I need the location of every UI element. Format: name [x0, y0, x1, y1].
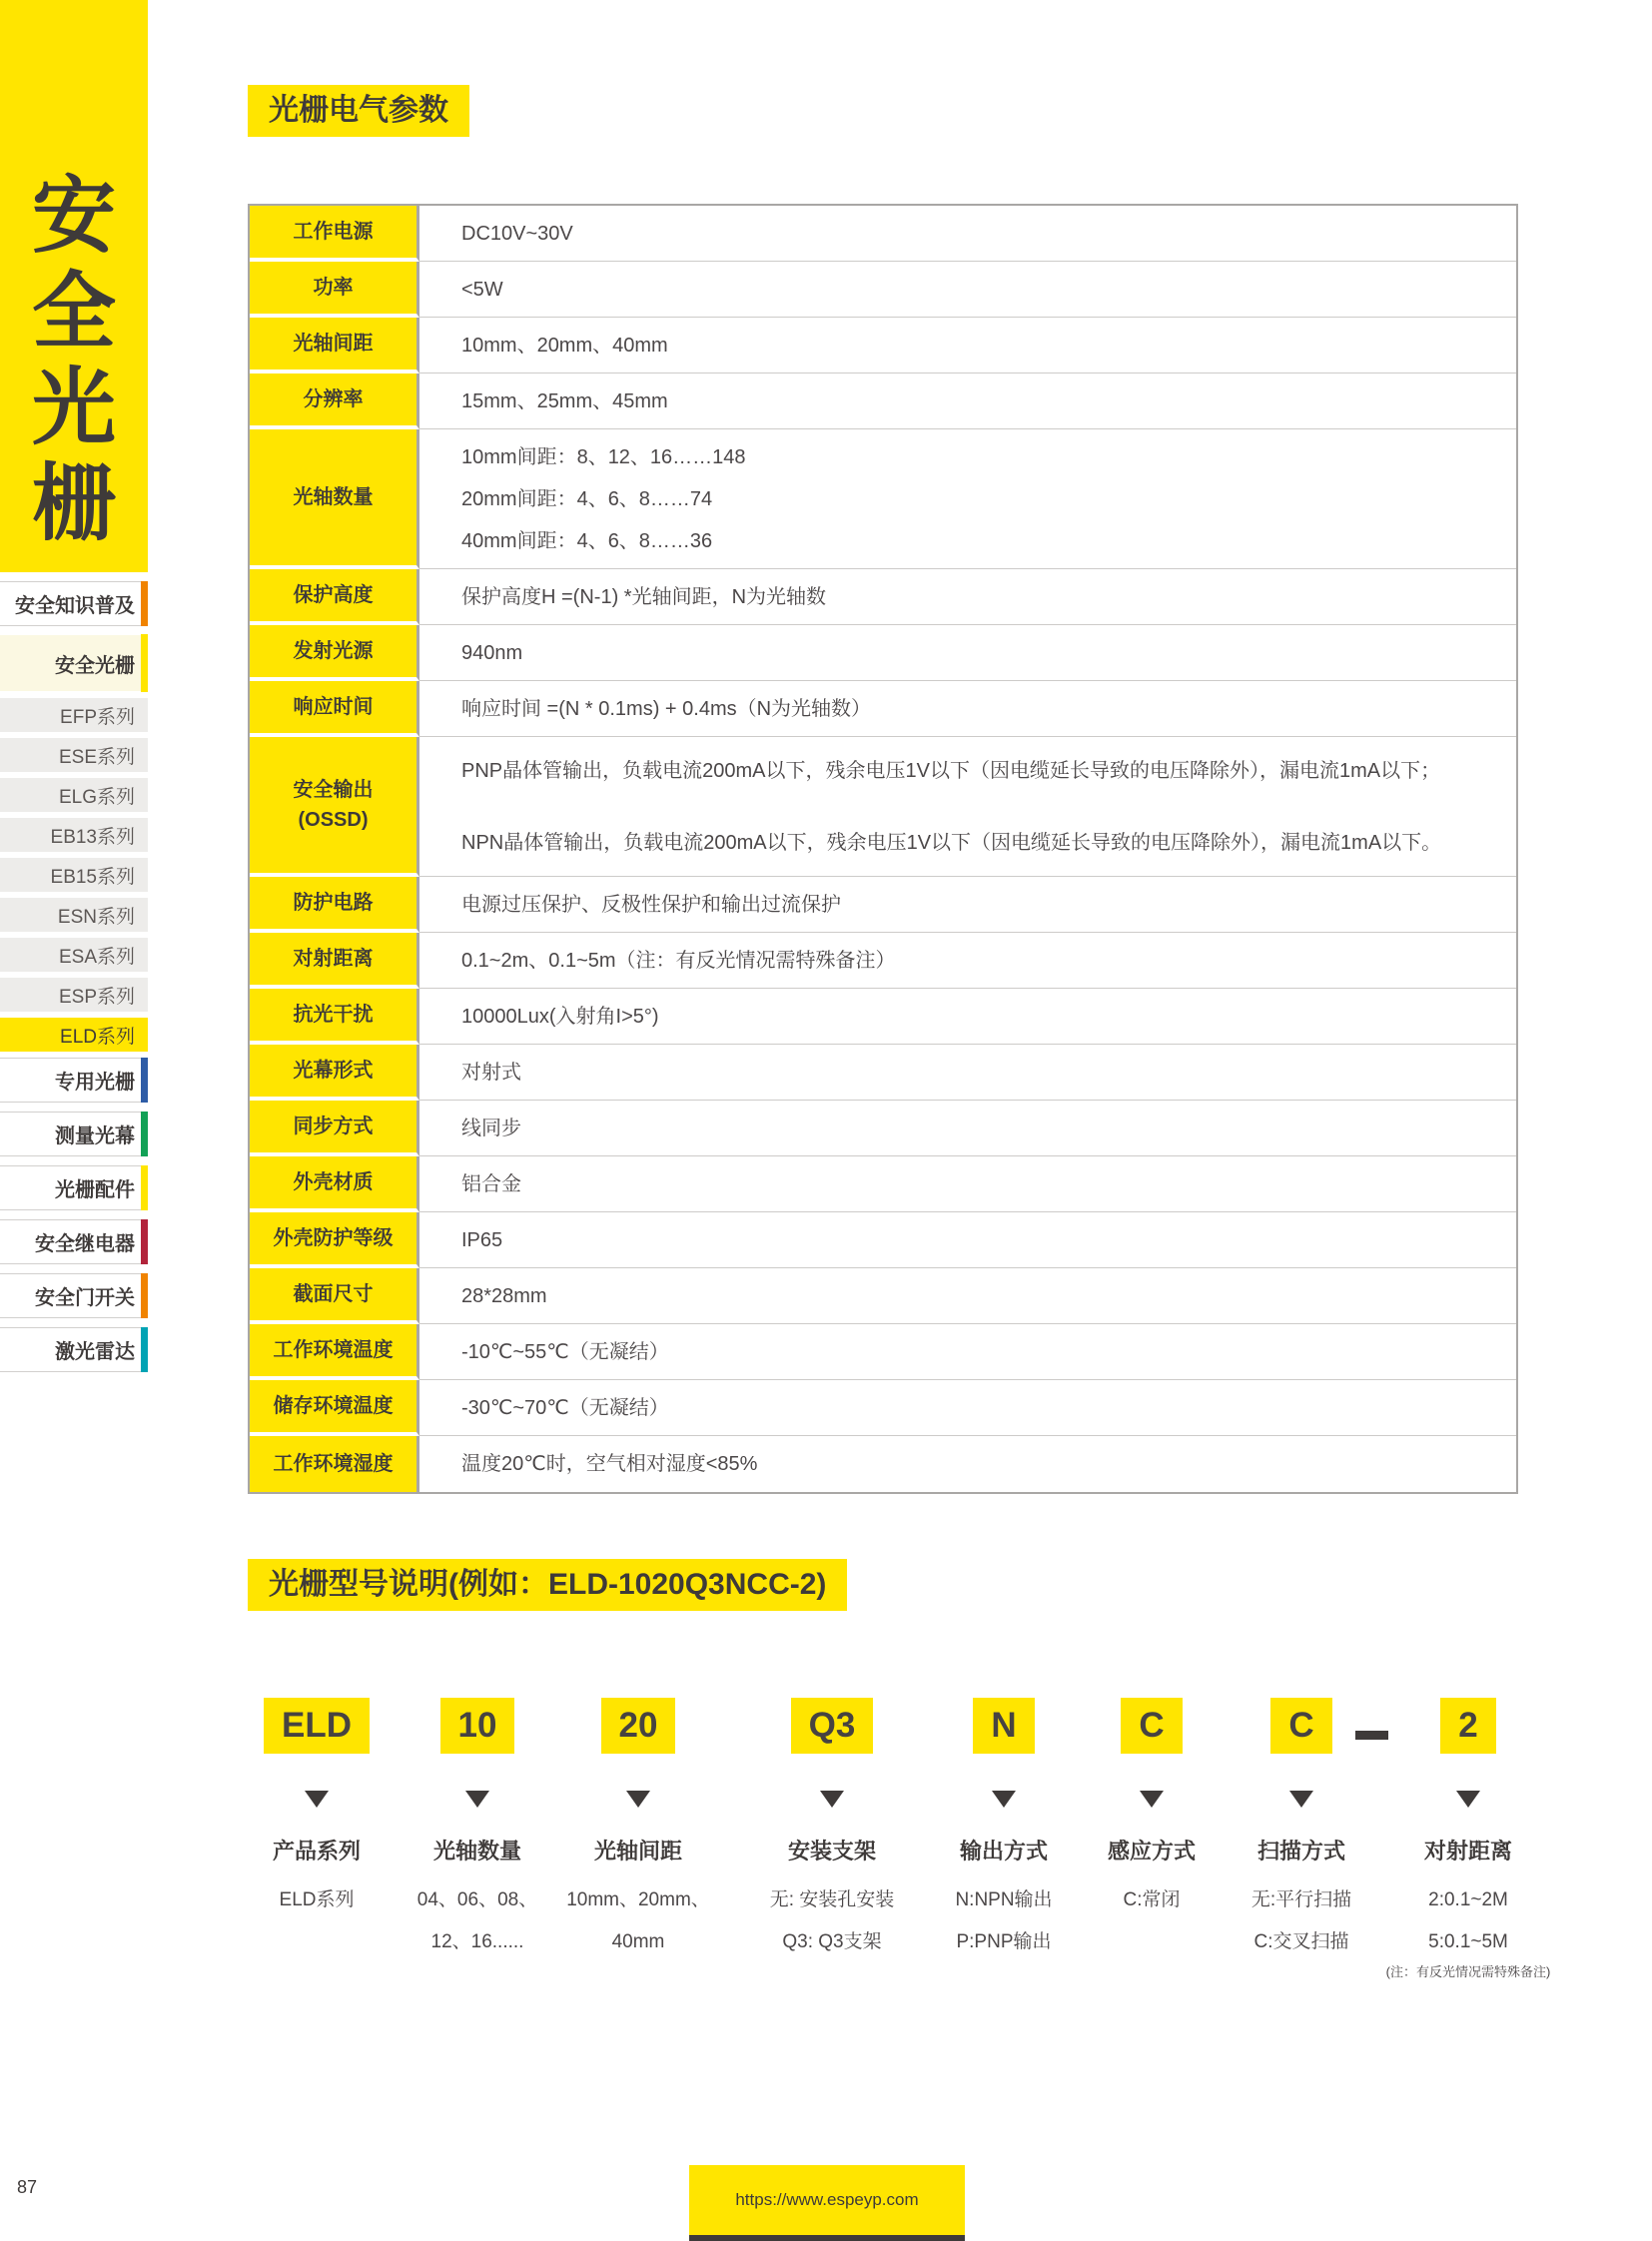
sidebar-item-EB13系列[interactable] [0, 818, 148, 852]
model-code-box: C [1121, 1698, 1182, 1754]
row-value: 电源过压保护、反极性保护和输出过流保护 [419, 877, 1516, 933]
section-title-model-explanation: 光栅型号说明(例如：ELD-1020Q3NCC-2) [248, 1559, 847, 1611]
row-value: 对射式 [419, 1045, 1516, 1101]
model-col-对射距离 [1358, 1698, 1578, 1981]
sidebar-item-label: 安全光栅 [55, 654, 135, 677]
section-title-electrical-params: 光栅电气参数 [248, 85, 469, 137]
triangle-down-icon [465, 1791, 489, 1808]
sidebar-item-光栅配件[interactable] [0, 1165, 148, 1210]
sidebar-item-label: ESP系列 [58, 986, 135, 1008]
sidebar-accent-bar [141, 581, 148, 626]
row-label: 储存环境温度 [250, 1380, 419, 1436]
sidebar-item-ESE系列[interactable] [0, 738, 148, 772]
sidebar-vertical-title-char: 光 [31, 361, 116, 454]
table-row [250, 374, 1516, 429]
site-url-badge[interactable]: https://www.espeyp.com [689, 2165, 965, 2235]
row-value: 10000Lux(入射角I>5°) [419, 989, 1516, 1045]
sidebar-item-label: ELG系列 [58, 786, 135, 808]
model-category-label: 产品系列 [272, 1839, 361, 1864]
model-code-box: Q3 [791, 1698, 874, 1754]
sidebar-item-ESN系列[interactable] [0, 898, 148, 932]
row-label: 同步方式 [250, 1101, 419, 1156]
table-row [250, 1436, 1516, 1492]
model-category-label: 光轴数量 [432, 1839, 521, 1864]
model-code-box: N [973, 1698, 1034, 1754]
triangle-down-icon [820, 1791, 844, 1808]
sidebar-item-label: 安全继电器 [35, 1233, 135, 1255]
model-description: N:NPN输出 P:PNP输出 [955, 1889, 1053, 1952]
row-label: 工作环境温度 [250, 1324, 419, 1380]
page-number: 87 [17, 2177, 38, 2197]
model-code-box: ELD [264, 1698, 370, 1754]
table-row [250, 625, 1516, 681]
row-value: 铝合金 [419, 1156, 1516, 1212]
table-row [250, 318, 1516, 374]
triangle-down-icon [1140, 1791, 1164, 1808]
row-label: 光轴间距 [250, 318, 419, 374]
sidebar-banner [0, 0, 148, 572]
row-value: IP65 [419, 1212, 1516, 1268]
row-label: 外壳材质 [250, 1156, 419, 1212]
model-description: 无: 安装孔安装 Q3: Q3支架 [769, 1889, 895, 1952]
sidebar-item-安全知识普及[interactable] [0, 581, 148, 626]
row-value: -10℃~55℃（无凝结） [419, 1324, 1516, 1380]
sidebar-vertical-title-char: 栅 [31, 456, 116, 550]
row-label: 截面尺寸 [250, 1268, 419, 1324]
model-description: C:常闭 [1123, 1889, 1181, 1910]
sidebar-accent-bar [141, 1219, 148, 1264]
table-row [250, 569, 1516, 625]
row-label: 功率 [250, 262, 419, 318]
model-category-label: 扫描方式 [1256, 1839, 1345, 1864]
sidebar-accent-bar [141, 1058, 148, 1103]
table-row [250, 1212, 1516, 1268]
row-value: DC10V~30V [419, 206, 1516, 262]
model-description: ELD系列 [279, 1889, 355, 1910]
row-value: 0.1~2m、0.1~5m（注：有反光情况需特殊备注） [419, 933, 1516, 989]
sidebar-item-测量光幕[interactable] [0, 1112, 148, 1156]
row-value: 10mm间距：8、12、16……148 20mm间距：4、6、8……74 40mm间距：4、6、8……36 [419, 429, 1516, 569]
sidebar [0, 0, 148, 1381]
table-row [250, 877, 1516, 933]
sidebar-item-label: ESE系列 [58, 746, 135, 768]
model-category-label: 安装支架 [787, 1839, 876, 1864]
model-category-label: 输出方式 [959, 1839, 1048, 1864]
sidebar-item-label: ELD系列 [60, 1026, 135, 1048]
model-description: 04、06、08、 12、16...... [416, 1889, 538, 1952]
row-label: 外壳防护等级 [250, 1212, 419, 1268]
row-label: 防护电路 [250, 877, 419, 933]
table-row [250, 1101, 1516, 1156]
sidebar-item-安全继电器[interactable] [0, 1219, 148, 1264]
model-code-box: C [1270, 1698, 1331, 1754]
row-value: 15mm、25mm、45mm [419, 374, 1516, 429]
row-value: PNP晶体管输出，负载电流200mA以下，残余电压1V以下（因电缆延长导致的电压降除外），漏电流1mA以下； NPN晶体管输出，负载电流200mA以下，残余电压1V以下（因电缆延长导致的电压降除外），漏电流1mA以下。 [419, 737, 1516, 877]
row-label: 工作电源 [250, 206, 419, 262]
table-row [250, 933, 1516, 989]
sidebar-item-安全门开关[interactable] [0, 1273, 148, 1318]
sidebar-accent-bar [141, 1273, 148, 1318]
sidebar-item-激光雷达[interactable] [0, 1327, 148, 1372]
row-label: 响应时间 [250, 681, 419, 737]
row-label: 保护高度 [250, 569, 419, 625]
sidebar-item-label: 安全门开关 [35, 1287, 135, 1309]
model-col-光轴间距 [528, 1698, 748, 1963]
spec-table [248, 204, 1518, 1494]
row-label: 光轴数量 [250, 429, 419, 569]
row-label: 光幕形式 [250, 1045, 419, 1101]
sidebar-item-专用光栅[interactable] [0, 1058, 148, 1103]
sidebar-item-ELG系列[interactable] [0, 778, 148, 812]
table-row [250, 1156, 1516, 1212]
footer-accent-bar [689, 2235, 965, 2241]
table-row [250, 681, 1516, 737]
sidebar-item-label: EFP系列 [60, 706, 135, 728]
row-label: 分辨率 [250, 374, 419, 429]
sidebar-item-label: EB15系列 [50, 866, 135, 888]
model-description: 2:0.1~2M 5:0.1~5M [1428, 1889, 1508, 1952]
triangle-down-icon [305, 1791, 329, 1808]
table-row [250, 989, 1516, 1045]
row-value: 10mm、20mm、40mm [419, 318, 1516, 374]
sidebar-accent-bar [141, 1112, 148, 1156]
model-category-label: 光轴间距 [593, 1839, 682, 1864]
triangle-down-icon [1456, 1791, 1480, 1808]
model-description: 10mm、20mm、 40mm [566, 1889, 710, 1952]
sidebar-item-label: ESA系列 [58, 946, 135, 968]
row-value: 28*28mm [419, 1268, 1516, 1324]
model-code-box: 20 [601, 1698, 676, 1754]
table-row [250, 429, 1516, 569]
model-breakdown [0, 1698, 1652, 2117]
sidebar-vertical-title-char: 全 [31, 265, 116, 359]
table-row [250, 1268, 1516, 1324]
sidebar-item-label: 光栅配件 [55, 1179, 135, 1201]
sidebar-item-label: 激光雷达 [55, 1341, 135, 1363]
triangle-down-icon [626, 1791, 650, 1808]
model-category-label: 对射距离 [1423, 1839, 1512, 1864]
sidebar-item-label: ESN系列 [57, 906, 135, 928]
sidebar-item-ESP系列[interactable] [0, 978, 148, 1012]
row-label: 工作环境湿度 [250, 1436, 419, 1492]
row-value: 940nm [419, 625, 1516, 681]
row-value: -30℃~70℃（无凝结） [419, 1380, 1516, 1436]
row-value: 线同步 [419, 1101, 1516, 1156]
sidebar-vertical-title-char: 安 [31, 169, 116, 263]
sidebar-accent-bar [141, 1165, 148, 1210]
row-label: 安全输出 (OSSD) [250, 737, 419, 877]
table-row [250, 1324, 1516, 1380]
table-row [250, 262, 1516, 318]
sidebar-item-label: 安全知识普及 [15, 595, 135, 617]
sidebar-item-label: EB13系列 [50, 826, 135, 848]
model-description: 无:平行扫描 C:交叉扫描 [1250, 1889, 1352, 1952]
row-label: 发射光源 [250, 625, 419, 681]
row-value: 温度20℃时，空气相对湿度<85% [461, 1453, 758, 1475]
table-row [250, 206, 1516, 262]
triangle-down-icon [1289, 1791, 1313, 1808]
row-label: 对射距离 [250, 933, 419, 989]
row-label: 抗光干扰 [250, 989, 419, 1045]
sidebar-accent-bar [141, 634, 148, 692]
sidebar-item-ESA系列[interactable] [0, 938, 148, 972]
sidebar-accent-bar [141, 1327, 148, 1372]
sidebar-item-EB15系列[interactable] [0, 858, 148, 892]
sidebar-item-label: 测量光幕 [55, 1125, 135, 1147]
model-category-label: 感应方式 [1107, 1839, 1196, 1864]
table-row [250, 737, 1516, 877]
row-value: 保护高度H =(N-1) *光轴间距，N为光轴数 [419, 569, 1516, 625]
sidebar-item-EFP系列[interactable] [0, 698, 148, 732]
table-row [250, 1045, 1516, 1101]
model-description-note: (注：有反光情况需特殊备注) [1385, 1964, 1551, 1979]
sidebar-item-ELD系列[interactable] [0, 1018, 148, 1052]
sidebar-nav [0, 581, 148, 1381]
model-separator-dash [1355, 1731, 1388, 1740]
row-value: 响应时间 =(N * 0.1ms) + 0.4ms（N为光轴数） [419, 681, 1516, 737]
model-code-box: 10 [440, 1698, 515, 1754]
sidebar-item-安全光栅[interactable] [0, 635, 148, 691]
sidebar-item-label: 专用光栅 [55, 1072, 135, 1094]
row-value: <5W [419, 262, 1516, 318]
model-code-box: 2 [1440, 1698, 1496, 1754]
triangle-down-icon [992, 1791, 1016, 1808]
table-row [250, 1380, 1516, 1436]
